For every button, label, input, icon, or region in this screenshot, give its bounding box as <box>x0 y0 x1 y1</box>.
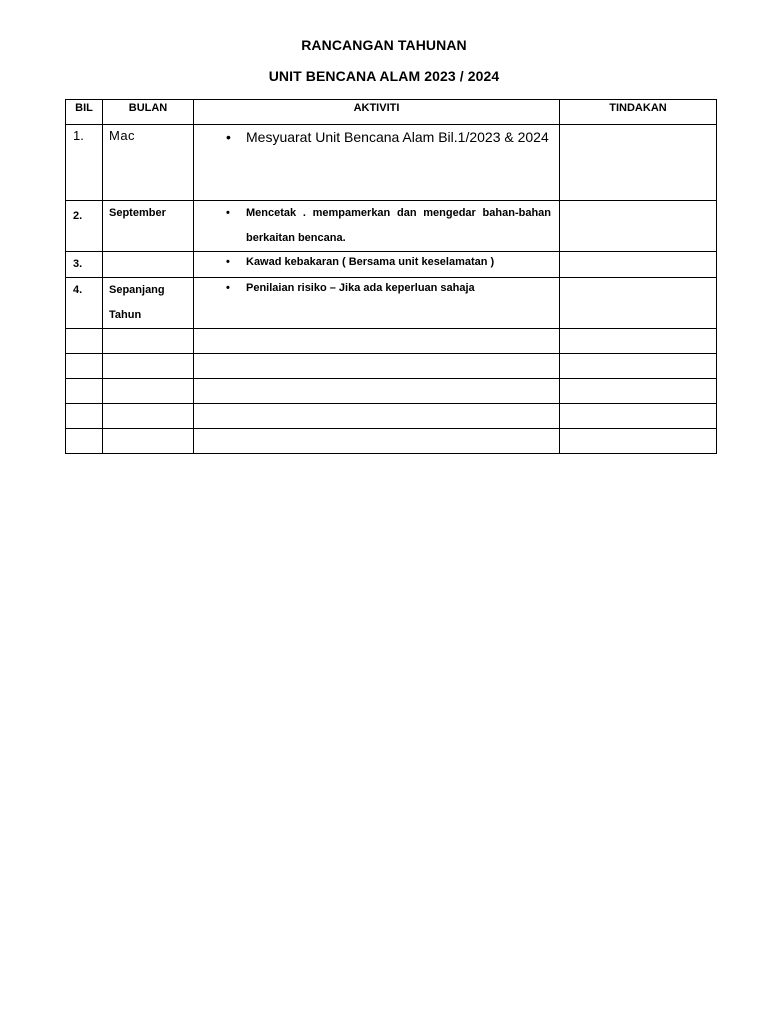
row-number: 3. <box>73 258 83 270</box>
empty-cell <box>66 404 103 429</box>
bullet-icon: • <box>226 129 231 145</box>
cell-bil <box>66 252 103 278</box>
row-number: 1. <box>73 128 84 143</box>
empty-cell <box>103 379 194 404</box>
empty-cell <box>194 379 560 404</box>
row-month: Mac <box>109 128 136 143</box>
empty-cell <box>560 354 717 379</box>
cell-bulan <box>103 201 194 252</box>
cell-bulan <box>103 125 194 201</box>
table-row <box>66 278 717 329</box>
empty-cell <box>103 329 194 354</box>
bullet-icon: • <box>226 256 230 268</box>
empty-cell <box>103 404 194 429</box>
annual-plan-table <box>65 99 717 454</box>
activity-text: Kawad kebakaran ( Bersama unit keselamatan ) <box>246 256 495 268</box>
header-aktiviti: AKTIVITI <box>194 100 560 125</box>
cell-bulan <box>103 278 194 329</box>
row-number: 2. <box>73 210 83 222</box>
empty-cell <box>103 429 194 454</box>
cell-aktiviti <box>194 252 560 278</box>
empty-cell <box>560 429 717 454</box>
header-bulan: BULAN <box>103 100 194 125</box>
row-month: Sepanjang Tahun <box>109 284 165 321</box>
cell-aktiviti <box>194 278 560 329</box>
empty-cell <box>66 379 103 404</box>
cell-tindakan <box>560 125 717 201</box>
activity-item <box>194 278 559 298</box>
table-row-empty <box>66 329 717 354</box>
row-month: September <box>109 207 166 219</box>
document-subtitle: UNIT BENCANA ALAM 2023 / 2024 <box>268 68 500 84</box>
activity-item <box>194 252 559 272</box>
cell-aktiviti <box>194 201 560 252</box>
cell-tindakan <box>560 201 717 252</box>
table-header-row <box>66 100 717 125</box>
cell-aktiviti <box>194 125 560 201</box>
empty-cell <box>194 354 560 379</box>
cell-bil <box>66 278 103 329</box>
activity-text: Mencetak . mempamerkan dan mengedar bahan-bahan berkaitan bencana. <box>246 207 551 244</box>
table-row-empty <box>66 354 717 379</box>
document-title: RANCANGAN TAHUNAN <box>301 37 467 53</box>
cell-bil <box>66 201 103 252</box>
empty-cell <box>194 329 560 354</box>
activity-text: Penilaian risiko – Jika ada keperluan sahaja <box>246 282 475 294</box>
cell-tindakan <box>560 278 717 329</box>
table-row-empty <box>66 379 717 404</box>
empty-cell <box>103 354 194 379</box>
cell-bulan <box>103 252 194 278</box>
empty-cell <box>560 329 717 354</box>
empty-cell <box>66 329 103 354</box>
empty-cell <box>194 404 560 429</box>
activity-text: Mesyuarat Unit Bencana Alam Bil.1/2023 & 2024 <box>246 129 549 145</box>
header-tindakan: TINDAKAN <box>560 100 717 125</box>
empty-cell <box>66 354 103 379</box>
activity-item <box>194 125 559 150</box>
cell-bil <box>66 125 103 201</box>
empty-cell <box>194 429 560 454</box>
table-row-empty <box>66 404 717 429</box>
empty-cell <box>66 429 103 454</box>
header-bil: BIL <box>66 100 103 125</box>
table-row <box>66 125 717 201</box>
activity-item <box>194 201 559 251</box>
table-row <box>66 201 717 252</box>
empty-cell <box>560 379 717 404</box>
row-number: 4. <box>73 284 83 296</box>
table-row-empty <box>66 429 717 454</box>
table-row <box>66 252 717 278</box>
cell-tindakan <box>560 252 717 278</box>
bullet-icon: • <box>226 207 230 219</box>
empty-cell <box>560 404 717 429</box>
bullet-icon: • <box>226 282 230 294</box>
